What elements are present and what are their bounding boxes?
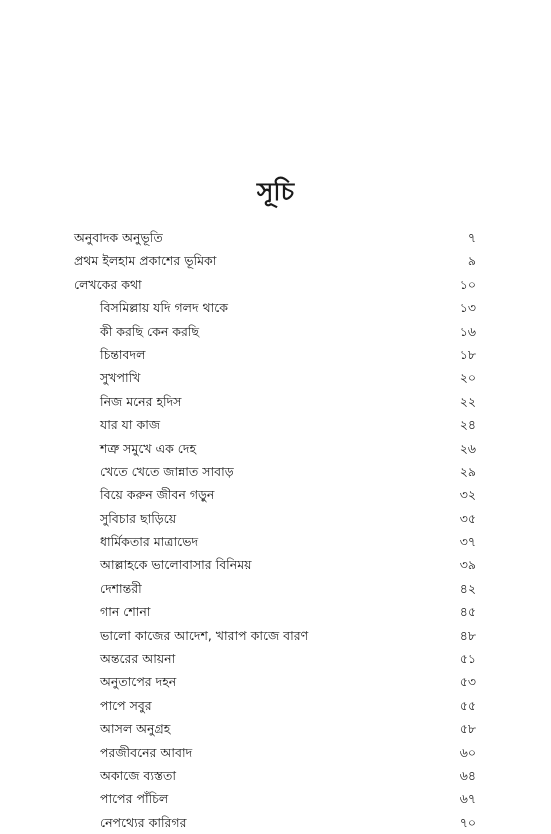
toc-title: সূচি (256, 177, 295, 206)
toc-entry-page: ৬৪ (459, 767, 476, 783)
toc-entry (74, 273, 476, 296)
toc-entry (74, 460, 476, 483)
toc-entry (74, 530, 476, 553)
toc-entry (74, 413, 476, 436)
toc-entry (74, 764, 476, 787)
toc-entry (74, 600, 476, 623)
toc-entry-label: গান শোনা (100, 604, 151, 620)
toc-entry (74, 624, 476, 647)
toc-entry-page: ৭ (467, 230, 476, 245)
toc-entry-page: ৪৫ (459, 604, 476, 620)
toc-entry-page: ৩৯ (459, 557, 476, 573)
toc-entry-label: বিসমিল্লায় যদি গলদ থাকে (100, 300, 229, 316)
toc-entry-label: চিন্তাবদল (100, 346, 146, 362)
toc-entry (74, 483, 476, 506)
toc-entry-label: যার যা কাজ (100, 417, 161, 433)
toc-entry-page: ১০ (459, 276, 476, 292)
toc-entry-label: লেখকের কথা (74, 276, 142, 292)
toc-entry-label: ধার্মিকতার মাত্রাভেদ (100, 534, 199, 550)
toc-entry-page: ৫৩ (459, 674, 476, 690)
toc-entry-label: পাপের পাঁচিল (100, 791, 169, 807)
toc-entry (74, 320, 476, 343)
toc-entry-page: ৩৭ (459, 534, 476, 550)
toc-entry (74, 787, 476, 810)
toc-entry-page: ৯ (467, 253, 476, 269)
toc-entry (74, 390, 476, 413)
toc-entry-label: প্রথম ইলহাম প্রকাশের ভূমিকা (74, 253, 217, 269)
toc-entry-page: ১৩ (459, 300, 476, 316)
toc-entry-page: ৫৮ (459, 721, 476, 737)
toc-entry (74, 249, 476, 272)
toc-entry-page: ২৪ (459, 417, 476, 433)
toc-entry-label: অনুবাদক অনুভূতি (74, 230, 163, 245)
toc-entry-page: ৩৫ (459, 510, 476, 526)
toc-entry-page: ৭০ (459, 814, 476, 830)
toc-entry (74, 226, 476, 249)
toc-entry-label: আসল অনুগ্রহ (100, 721, 171, 737)
toc-entry-page: ১৬ (459, 323, 476, 339)
toc-entry (74, 717, 476, 740)
toc-entry (74, 296, 476, 319)
toc-entry-page: ৪২ (459, 580, 476, 596)
toc-entry-label: পরজীবনের আবাদ (100, 744, 193, 760)
toc-entry-label: দেশান্তরী (100, 580, 142, 596)
toc-entry (74, 366, 476, 389)
toc-entry-label: কী করছি কেন করছি (100, 323, 200, 339)
toc-entry-label: সুখপাখি (100, 370, 141, 386)
toc-entry-page: ২২ (459, 393, 476, 409)
toc-entry-page: ২০ (459, 370, 476, 386)
toc-entry-page: ৩২ (459, 487, 476, 503)
toc-entry-label: আল্লাহকে ভালোবাসার বিনিময় (100, 557, 252, 573)
toc-entry-label: নেপথ্যের কারিগর (100, 814, 187, 830)
toc-entry (74, 507, 476, 530)
toc-entry-label: সুবিচার ছাড়িয়ে (100, 510, 177, 526)
toc-entry-label: শত্রু সমুখে এক দেহ (100, 440, 197, 456)
toc-entry-label: পাপে সবুর (100, 697, 152, 713)
toc-entry (74, 647, 476, 670)
toc-entry-page: ৬৭ (459, 791, 476, 807)
toc-entry (74, 437, 476, 460)
toc-entry (74, 741, 476, 764)
toc-entry-label: অন্তরের আয়না (100, 651, 176, 667)
toc-entry-page: ৫১ (459, 651, 476, 667)
toc-entry-page: ২৯ (459, 463, 476, 479)
toc-entry-label: অকাজে ব্যস্ততা (100, 767, 176, 783)
toc-entry-label: বিয়ে করুন জীবন গড়ুন (100, 487, 215, 503)
toc-entry-page: ৫৫ (459, 697, 476, 713)
toc-entry-label: নিজ মনের হদিস (100, 393, 182, 409)
toc-entry-label: ভালো কাজের আদেশ, খারাপ কাজে বারণ (100, 627, 309, 643)
toc-entry (74, 670, 476, 693)
toc-entry-page: ২৬ (459, 440, 476, 456)
toc-entry (74, 343, 476, 366)
toc-entry (74, 694, 476, 717)
toc-entry-page: ৬০ (459, 744, 476, 760)
toc-entry (74, 553, 476, 576)
toc-list (74, 226, 476, 834)
toc-entry-page: ৪৮ (459, 627, 476, 643)
toc-entry-page: ১৮ (459, 346, 476, 362)
toc-entry (74, 577, 476, 600)
toc-entry-label: অনুতাপের দহন (100, 674, 177, 690)
toc-entry (74, 811, 476, 834)
toc-entry-label: খেতে খেতে জান্নাত সাবাড় (100, 463, 234, 479)
